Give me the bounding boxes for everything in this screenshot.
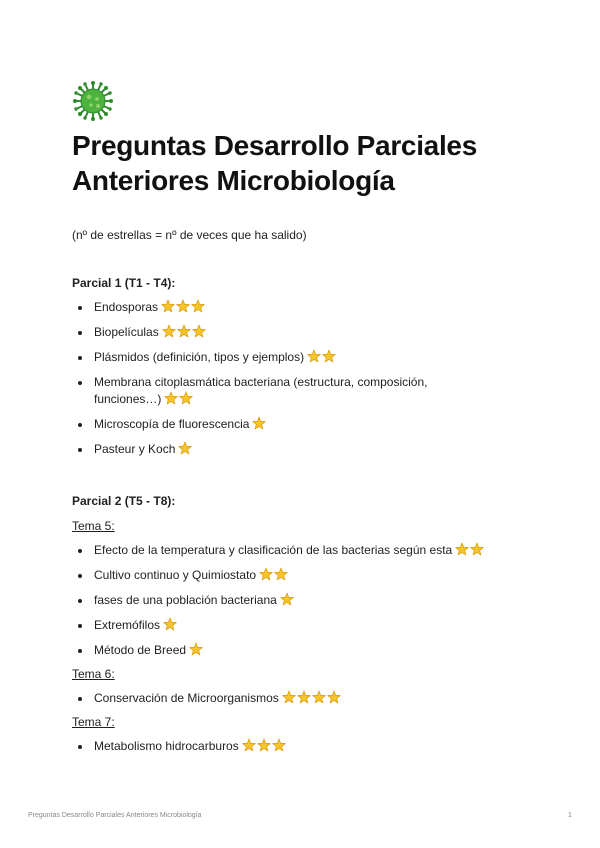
list-item [72,542,542,559]
stars-group [163,617,177,631]
stars-rating [178,441,192,455]
stars-rating [282,690,341,704]
stars-group [307,349,336,363]
list-item-text: Pasteur y Koch [94,442,176,456]
star-icon [312,691,325,703]
stars-rating [242,738,286,752]
list-item-text: Metabolismo hidrocarburos [94,739,239,753]
stars-rating [163,617,177,631]
list-item-text: fases de una población bacteriana [94,593,277,607]
star-icon [180,392,193,404]
parcial-1-section [72,275,542,458]
stars-rating [252,416,266,430]
parcial-1-list [72,299,542,458]
tema-5-list [72,542,542,659]
stars-rating [307,349,336,363]
star-icon [308,350,321,362]
star-icon [192,325,205,337]
star-icon [192,300,205,312]
tema-6-label: Tema 6: [72,667,115,681]
stars-legend-note: (nº de estrellas = nº de veces que ha salido) [72,228,307,242]
list-item [72,592,542,609]
tema-7-label: Tema 7: [72,715,115,729]
list-item [72,299,542,316]
virus-icon [72,80,114,122]
stars-group [280,592,294,606]
star-icon [327,691,340,703]
parcial-2-section [72,493,542,755]
star-icon [281,593,294,605]
stars-group [259,567,288,581]
parcial-1-title: Parcial 1 (T1 - T4): [72,276,176,290]
list-item-text: Membrana citoplasmática bacteriana (estructura, composición, funciones…) [94,375,428,406]
list-item [72,349,542,366]
star-icon [257,739,270,751]
list-item-text: Conservación de Microorganismos [94,691,279,705]
star-icon [177,300,190,312]
list-item [72,567,542,584]
list-item [72,441,542,458]
list-item-text: Cultivo continuo y Quimiostato [94,568,257,582]
stars-rating [161,299,205,313]
star-icon [164,618,177,630]
list-item [72,324,542,341]
list-item [72,416,542,433]
star-icon [162,300,175,312]
star-icon [282,691,295,703]
star-icon [323,350,336,362]
stars-group [455,542,484,556]
star-icon [165,392,178,404]
stars-rating [162,324,206,338]
star-icon [275,568,288,580]
list-item-text: Microscopía de fluorescencia [94,417,250,431]
stars-rating [259,567,288,581]
star-icon [272,739,285,751]
stars-rating [189,642,203,656]
list-item [72,738,542,755]
list-item [72,617,542,634]
list-item [72,642,542,659]
stars-rating [280,592,294,606]
list-item-text: Método de Breed [94,643,187,657]
tema-7-list [72,738,542,755]
list-item-text: Endosporas [94,300,159,314]
stars-group [162,324,206,338]
page-title: Preguntas Desarrollo Parciales Anteriores Microbiología [72,130,477,196]
list-item-text: Plásmidos (definición, tipos y ejemplos) [94,350,305,364]
star-icon [162,325,175,337]
list-item [72,374,489,408]
star-icon [297,691,310,703]
list-item-text: Efecto de la temperatura y clasificación de las bacterias según esta [94,543,453,557]
stars-group [178,441,192,455]
stars-rating [164,391,193,405]
stars-rating [455,542,484,556]
stars-group [242,738,286,752]
tema-5-label: Tema 5: [72,519,115,533]
stars-group [164,391,193,405]
star-icon [190,643,203,655]
star-icon [179,442,192,454]
stars-group [189,642,203,656]
footer-page-number: 1 [568,812,572,819]
stars-group [161,299,205,313]
star-icon [260,568,273,580]
star-icon [177,325,190,337]
tema-6-list [72,690,542,707]
list-item-text: Biopelículas [94,325,159,339]
footer-title: Preguntas Desarrollo Parciales Anteriores Microbiología [28,812,202,819]
list-item [72,690,542,707]
list-item-text: Extremófilos [94,618,161,632]
stars-group [252,416,266,430]
stars-group [282,690,341,704]
star-icon [242,739,255,751]
parcial-2-title: Parcial 2 (T5 - T8): [72,494,176,508]
star-icon [456,543,469,555]
star-icon [253,417,266,429]
star-icon [471,543,484,555]
